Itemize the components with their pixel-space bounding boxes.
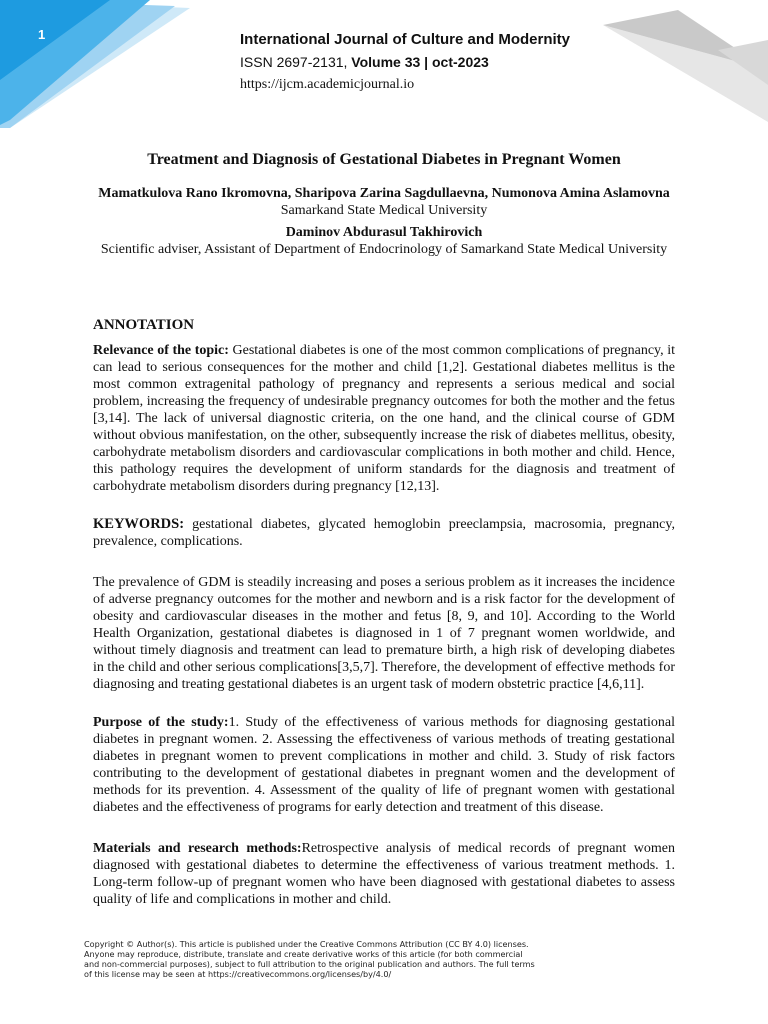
intro-paragraph: The prevalence of GDM is steadily increasing and poses a serious problem as it increases the incidence of adverse pregnancy outcomes for the mother and newborn and is a risk factor for the development of obesity and cardiovascular diseases in the mother and fetus [8, 9, and 10]. According to the World Health Organization, gestational diabetes is diagnosed in 1 of 7 pregnant women worldwide, and without timely diagnosis and treatment can lead to premature birth, a high risk of developing diabetes in the child and other serious complications[3,5,7]. Therefore, the development of effective methods for diagnosing and treating gestational diabetes is an urgent task of modern obstetric practice [4,6,11]. [93,575,675,692]
purpose-label: Purpose of the study: [93,715,229,730]
purpose-paragraph [93,714,675,816]
footer-line: and non-commercial purposes), subject to full attribution to the original publication and authors. The full terms [84,959,535,969]
corner-decoration-left [0,0,200,130]
author-list: Mamatkulova Rano Ikromovna, Sharipova Zarina Sagdullaevna, Numonova Amina Aslamovna [98,186,670,201]
issn-volume-line [240,54,570,70]
relevance-label: Relevance of the topic: [93,343,229,358]
corner-decoration-right [588,0,768,130]
footer-line: Anyone may reproduce, distribute, translate and create derivative works of this article (for both commercial [84,949,523,959]
issn: ISSN 2697-2131, [240,54,352,70]
journal-name: International Journal of Culture and Modernity [240,31,571,48]
article-title: Treatment and Diagnosis of Gestational Diabetes in Pregnant Women [147,151,621,168]
authors-block [92,185,676,258]
keywords-text: gestational diabetes, glycated hemoglobin preeclampsia, macrosomia, pregnancy, prevalence, complications. [93,517,675,549]
issue-date: oct-2023 [432,54,489,70]
keywords-paragraph [93,516,675,550]
journal-header [240,31,570,93]
adviser-role: Scientific adviser, Assistant of Department of Endocrinology of Samarkand State Medical University [100,242,668,257]
methods-label: Materials and research methods: [93,841,302,856]
license-footer [84,939,624,979]
purpose-text: 1. Study of the effectiveness of various methods for diagnosing gestational diabetes in pregnant women. 2. Assessing the effectiveness of various methods of treating gestational diabetes in pregnant women to prevent complications in mother and child. 3. Study of risk factors contributing to the development of gestational diabetes in pregnant women and the development of methods for its prevention. 4. Assessment of the quality of life of pregnant women with gestational diabetes and the effectiveness of programs for early detection and treatment of this disease. [93,715,675,815]
adviser-name: Daminov Abdurasul Takhirovich [285,225,483,240]
volume: Volume 33 [351,54,421,70]
footer-line: of this license may be seen at https://creativecommons.org/licenses/by/4.0/ [84,969,392,979]
separator: | [420,54,432,70]
journal-url[interactable]: https://ijcm.academicjournal.io [240,77,415,92]
annotation-heading: ANNOTATION [93,317,195,333]
methods-text: Retrospective analysis of medical records of pregnant women diagnosed with gestational diabetes to determine the effectiveness of various treatment methods. 1. Long-term follow-up of pregnant women who have been diagnosed with gestational diabetes to assess quality of life and complications in mother and child. [93,841,676,907]
footer-line: Copyright © Author(s). This article is published under the Creative Commons Attribution (CC BY 4.0) licenses. [84,939,529,949]
methods-paragraph [93,840,675,908]
relevance-text: Gestational diabetes is one of the most common complications of pregnancy, it can lead to serious consequences for the mother and child [1,2]. Gestational diabetes mellitus is the most common extragenital pathology of pregnancy and represents a serious medical and social problem, increasing the frequency of undesirable pregnancy outcomes for both the mother and the fetus [3,14]. The lack of universal diagnostic criteria, on the one hand, and the clinical course of GDM without obvious manifestation, on the other, subsequently increase the risk of diabetes mellitus, obesity, carbohydrate metabolism disorders and cardiovascular complications in both mother and child. Hence, this pathology requires the development of uniform standards for the diagnosis and treatment of carbohydrate metabolism disorders during pregnancy [12,13]. [93,343,675,494]
keywords-label: KEYWORDS: [93,516,185,532]
affiliation: Samarkand State Medical University [280,203,488,218]
relevance-paragraph [93,342,675,495]
page-number: 1 [38,27,46,42]
